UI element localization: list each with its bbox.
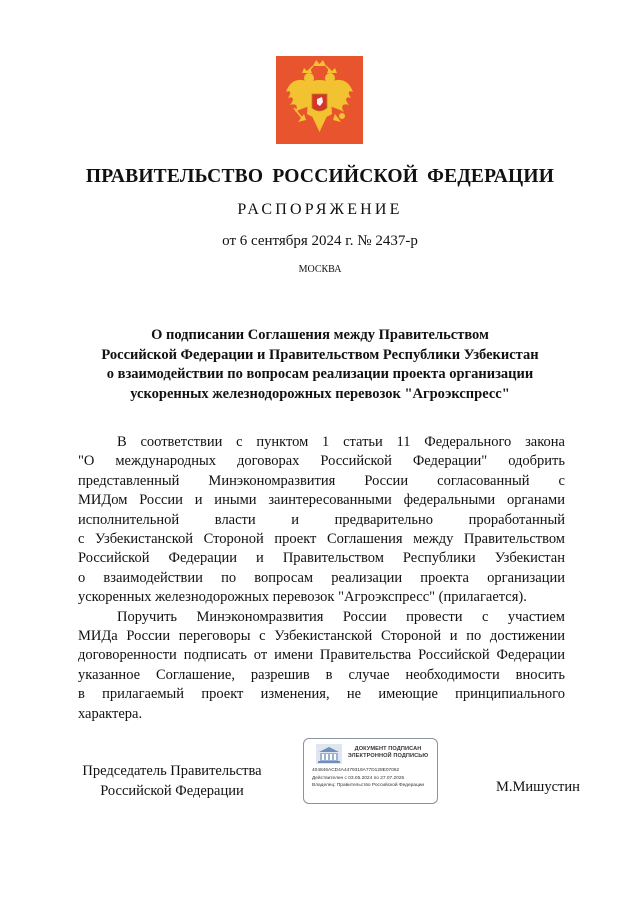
body-line: договоренности подписать от имени Правительства Российской Федерации — [78, 647, 565, 664]
document-type: РАСПОРЯЖЕНИЕ — [237, 201, 403, 218]
signatory-position — [78, 762, 266, 801]
stamp-heading-line: ЭЛЕКТРОННОЙ ПОДПИСЬЮ — [347, 753, 429, 759]
body-line: о взаимодействии по вопросам реализации проекта организации — [78, 569, 565, 586]
document-subject — [70, 326, 570, 404]
certificate-owner: Владелец: Правительство Российской Федерации — [312, 783, 425, 788]
subject-line: о взаимодействии по вопросам реализации проекта организации — [106, 366, 534, 382]
body-line: В соответствии с пунктом 1 статьи 11 Федерального закона — [117, 434, 565, 450]
body-line: в прилагаемый проект изменения, не имеющие принципиального — [78, 686, 565, 703]
subject-line: Российской Федерации и Правительством Республики Узбекистан — [101, 346, 539, 363]
body-line: исполнительной власти и предварительно проработанный — [78, 511, 565, 528]
government-title: ПРАВИТЕЛЬСТВО РОССИЙСКОЙ ФЕДЕРАЦИИ — [85, 166, 555, 187]
subject-line: ускоренных железнодорожных перевозок "Агроэкспресс" — [130, 385, 510, 402]
certificate-serial: 404846ACD4A4479319A77D128E07062 — [312, 768, 400, 773]
signatory-name: М.Мишустин — [496, 779, 580, 795]
body-line: с Узбекистанской Стороной проект Соглашения между Правительством — [78, 531, 565, 548]
document-body — [78, 433, 565, 724]
government-building-icon — [316, 744, 342, 764]
document-city: МОСКВА — [298, 264, 342, 275]
body-line: Российской Федерации и Правительством Республики Узбекистан — [78, 550, 565, 567]
body-line: Поручить Минэкономразвития России провести с участием — [117, 608, 565, 625]
body-line: представленный Минэкономразвития России согласованный с — [78, 472, 565, 489]
body-line: характера. — [78, 705, 143, 722]
stamp-heading — [344, 746, 432, 760]
subject-line: О подписании Соглашения между Правительством — [151, 327, 489, 343]
body-line: МИДом России и иными заинтересованными федеральными органами — [78, 492, 565, 509]
coat-of-arms-emblem — [276, 56, 363, 144]
stamp-heading-line: ДОКУМЕНТ ПОДПИСАН — [354, 746, 422, 752]
body-line: МИДа России переговоры с Узбекистанской Стороной и по достижении — [78, 628, 565, 645]
electronic-signature-stamp — [303, 738, 438, 804]
body-line: "О международных договорах Российской Федерации" одобрить — [78, 453, 565, 470]
certificate-validity: Действителен с 03.05.2024 по 27.07.2025 — [312, 776, 405, 781]
body-line: указанное Соглашение, разрешив в случае необходимости вносить — [78, 666, 565, 683]
position-line: Председатель Правительства — [82, 763, 262, 779]
position-line: Российской Федерации — [100, 782, 244, 799]
document-date-number: от 6 сентября 2024 г. № 2437-р — [222, 233, 418, 249]
body-line: ускоренных железнодорожных перевозок "Агроэкспресс" (прилагается). — [78, 589, 527, 606]
